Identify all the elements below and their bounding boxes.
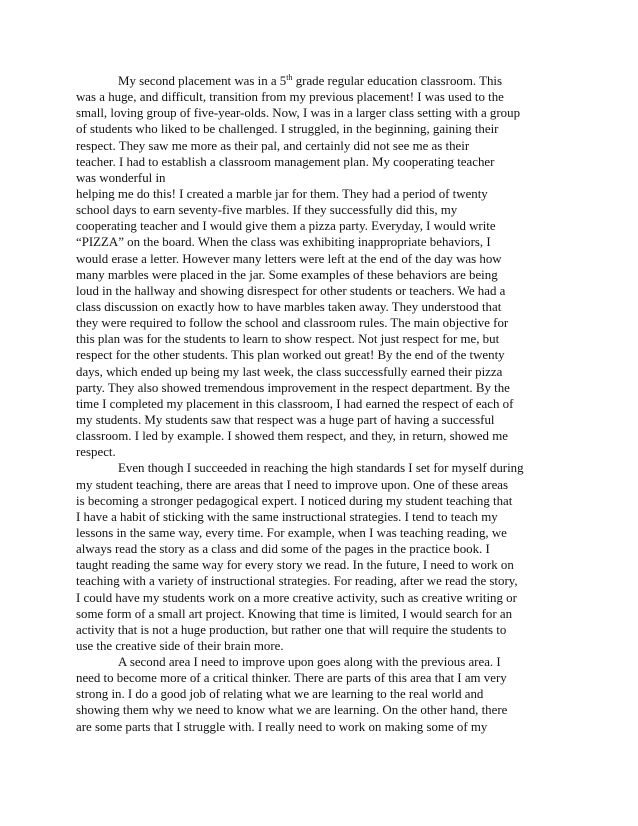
ordinal-superscript: th xyxy=(286,73,293,82)
text-line: school days to earn seventy-five marbles. If they successfully did this, my xyxy=(76,203,458,218)
text-line: my student teaching, there are areas that I need to improve upon. One of these areas xyxy=(76,477,509,492)
text-line: many marbles were placed in the jar. Some examples of these behaviors are being xyxy=(76,267,498,282)
text-line: would erase a letter. However many letters were left at the end of the day was how xyxy=(76,251,502,266)
text-line: activity that is not a huge production, but rather one that will require the students to xyxy=(76,622,507,637)
text-line: they were required to follow the school and classroom rules. The main objective for xyxy=(76,316,509,331)
text-line: classroom. I led by example. I showed them respect, and they, in return, showed me xyxy=(76,429,508,444)
text-line: class discussion on exactly how to have marbles taken away. They understood that xyxy=(76,299,502,314)
text-line: days, which ended up being my last week, the class successfully earned their pizza xyxy=(76,364,503,379)
text-line: always read the story as a class and did some of the pages in the practice book. I xyxy=(76,542,490,557)
text-line: cooperating teacher and I would give them a pizza party. Everyday, I would write xyxy=(76,219,496,234)
text-line: respect for the other students. This plan worked out great! By the end of the twenty xyxy=(76,348,505,363)
text-line: loud in the hallway and showing disrespect for other students or teachers. We had a xyxy=(76,283,506,298)
text-line: respect. xyxy=(76,445,116,460)
text-line: party. They also showed tremendous improvement in the respect department. By the xyxy=(76,380,510,395)
text-line: respect. They saw me more as their pal, and certainly did not see me as their xyxy=(76,138,470,153)
document-body xyxy=(76,73,566,735)
paragraph xyxy=(76,654,566,735)
text-line: my students. My students saw that respect was a huge part of having a successful xyxy=(76,412,495,427)
text-segment: grade regular education classroom. This xyxy=(292,74,503,88)
text-line: showing them why we need to know what we are learning. On the other hand, there xyxy=(76,703,508,718)
text-segment: My second placement was in a 5 xyxy=(118,74,287,88)
text-line: strong in. I do a good job of relating what we are learning to the real world and xyxy=(76,687,484,702)
text-line: teaching with a variety of instructional strategies. For reading, after we read the story, xyxy=(76,574,518,589)
text-line: helping me do this! I created a marble jar for them. They had a period of twenty xyxy=(76,186,488,201)
paragraph xyxy=(76,73,566,460)
paragraph-container xyxy=(76,73,566,735)
text-line: are some parts that I struggle with. I really need to work on making some of my xyxy=(76,719,488,734)
text-line: lessons in the same way, every time. For example, when I was teaching reading, we xyxy=(76,525,507,540)
text-line: I could have my students work on a more creative activity, such as creative writing or xyxy=(76,590,517,605)
text-line: was wonderful in xyxy=(76,170,166,185)
text-line: teacher. I had to establish a classroom management plan. My cooperating teacher xyxy=(76,154,495,169)
text-line: need to become more of a critical thinker. There are parts of this area that I am very xyxy=(76,671,507,686)
text-line: “PIZZA” on the board. When the class was exhibiting inappropriate behaviors, I xyxy=(76,235,491,250)
text-line: is becoming a stronger pedagogical expert. I noticed during my student teaching that xyxy=(76,493,513,508)
text-line: of students who liked to be challenged. I struggled, in the beginning, gaining their xyxy=(76,122,499,137)
text-line: time I completed my placement in this classroom, I had earned the respect of each of xyxy=(76,396,514,411)
text-line: taught reading the same way for every story we read. In the future, I need to work on xyxy=(76,558,514,573)
text-line: Even though I succeeded in reaching the high standards I set for myself during xyxy=(118,461,524,476)
text-line: use the creative side of their brain more. xyxy=(76,638,284,653)
text-line: A second area I need to improve upon goes along with the previous area. I xyxy=(118,655,501,670)
text-line: was a huge, and difficult, transition from my previous placement! I was used to the xyxy=(76,90,504,105)
text-line: I have a habit of sticking with the same instructional strategies. I tend to teach my xyxy=(76,509,498,524)
text-line xyxy=(76,73,566,89)
text-line: small, loving group of five-year-olds. Now, I was in a larger class setting with a group xyxy=(76,106,521,121)
paragraph xyxy=(76,460,566,654)
text-line: some form of a small art project. Knowing that time is limited, I would search for an xyxy=(76,606,513,621)
text-line: this plan was for the students to learn to show respect. Not just respect for me, but xyxy=(76,332,500,347)
